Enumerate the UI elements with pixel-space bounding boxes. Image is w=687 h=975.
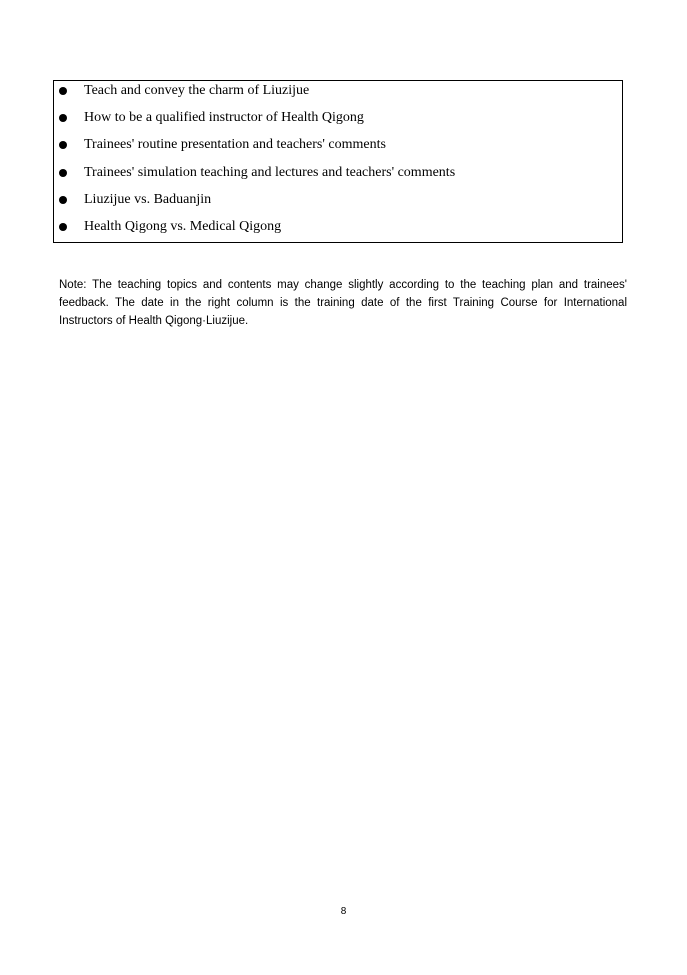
bullet-icon	[59, 196, 67, 204]
list-item-text: Health Qigong vs. Medical Qigong	[84, 219, 282, 234]
page-number: 8	[340, 906, 347, 917]
bullet-icon	[59, 87, 67, 95]
bullet-icon	[59, 141, 67, 149]
list-item-text: Liuzijue vs. Baduanjin	[84, 192, 212, 207]
note-paragraph: Note: The teaching topics and contents may change slightly according to the teaching plan and trainees' feedback. The date in the right column is the training date of the first Training Course for International Instructors of Health Qigong·Liuzijue.	[59, 278, 627, 327]
bullet-icon	[59, 114, 67, 122]
bullet-icon	[59, 223, 67, 231]
list-item-text: How to be a qualified instructor of Health Qigong	[84, 110, 364, 125]
list-item-text: Trainees' routine presentation and teachers' comments	[84, 137, 386, 152]
list-item-text: Trainees' simulation teaching and lectures and teachers' comments	[84, 165, 456, 180]
teaching-topics-box	[53, 80, 623, 243]
bullet-icon	[59, 169, 67, 177]
list-item-text: Teach and convey the charm of Liuzijue	[84, 83, 310, 98]
